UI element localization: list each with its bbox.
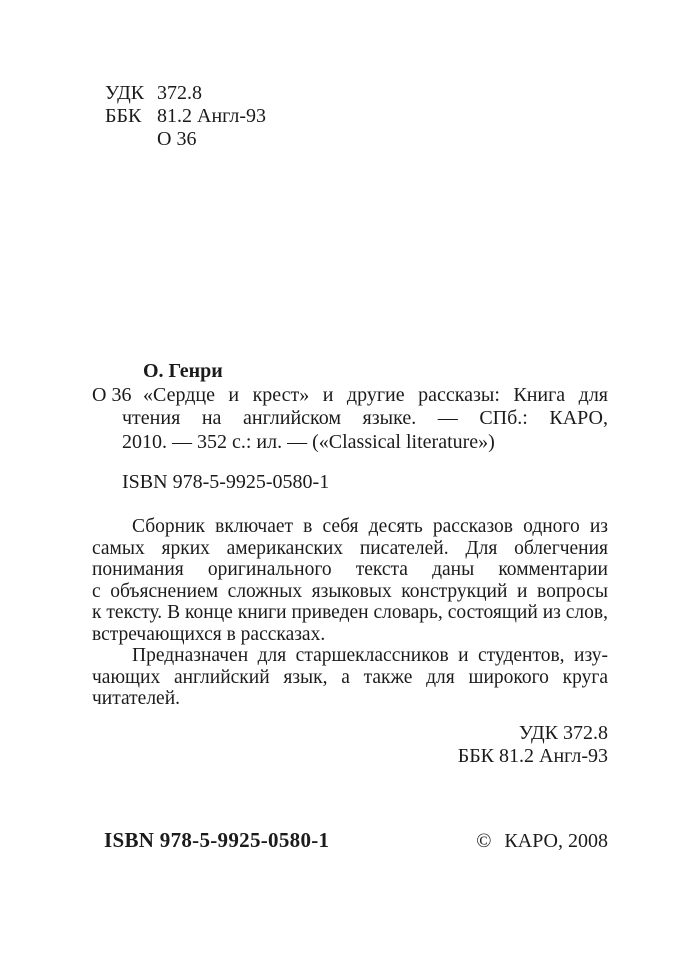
- author-code: О 36: [157, 128, 197, 150]
- annotation-block: [92, 516, 608, 710]
- annotation-line: Сборник включает в себя десять рассказов одного из: [132, 516, 608, 537]
- catalog-card: [92, 360, 608, 494]
- classification-footer-block: [458, 722, 608, 768]
- bbk-line: [105, 105, 266, 128]
- annotation-line: читателей.: [92, 688, 181, 709]
- udk-label: УДК: [105, 82, 145, 104]
- imprint-footer: [104, 828, 608, 853]
- record-code: О 36: [92, 383, 132, 406]
- catalog-record: [92, 384, 608, 455]
- author-code-line: [105, 128, 266, 151]
- udk-footer: УДК 372.8: [518, 722, 608, 744]
- copyright-symbol: ©: [476, 830, 492, 852]
- annotation-line: встречающихся в рассказах.: [92, 623, 326, 645]
- record-line: 2010. — 352 с.: ил. — («Classical literature»): [122, 430, 495, 453]
- bbk-footer: ББК 81.2 Англ-93: [457, 745, 608, 767]
- copyright-text: КАРО, 2008: [504, 830, 608, 852]
- udk-value: 372.8: [157, 82, 202, 104]
- udk-line: [105, 82, 266, 105]
- bbk-label: ББК: [105, 105, 142, 127]
- classification-block: [105, 82, 266, 151]
- bbk-value: 81.2 Англ-93: [157, 105, 266, 127]
- annotation-line: понимания оригинального текста даны комментарии: [92, 559, 608, 580]
- annotation-line: Предназначен для старшеклассников и студентов, изу-: [132, 645, 608, 666]
- annotation-line: с объяснением сложных языковых конструкций и вопросы: [92, 580, 608, 602]
- annotation-line: самых ярких американских писателей. Для облегчения: [92, 537, 608, 559]
- record-line: «Сердце и крест» и другие рассказы: Книга для: [143, 383, 608, 406]
- annotation-line: к тексту. В конце книги приведен словарь, состоящий из слов,: [92, 602, 608, 623]
- author-name: О. Генри: [143, 360, 223, 382]
- isbn-line: ISBN 978-5-9925-0580-1: [122, 470, 330, 493]
- record-line: чтения на английском языке. — СПб.: КАРО,: [122, 407, 608, 429]
- isbn-bold: ISBN 978-5-9925-0580-1: [104, 828, 330, 852]
- annotation-line: чающих английский язык, а также для широкого круга: [92, 666, 608, 688]
- copyright-notice: [476, 830, 608, 853]
